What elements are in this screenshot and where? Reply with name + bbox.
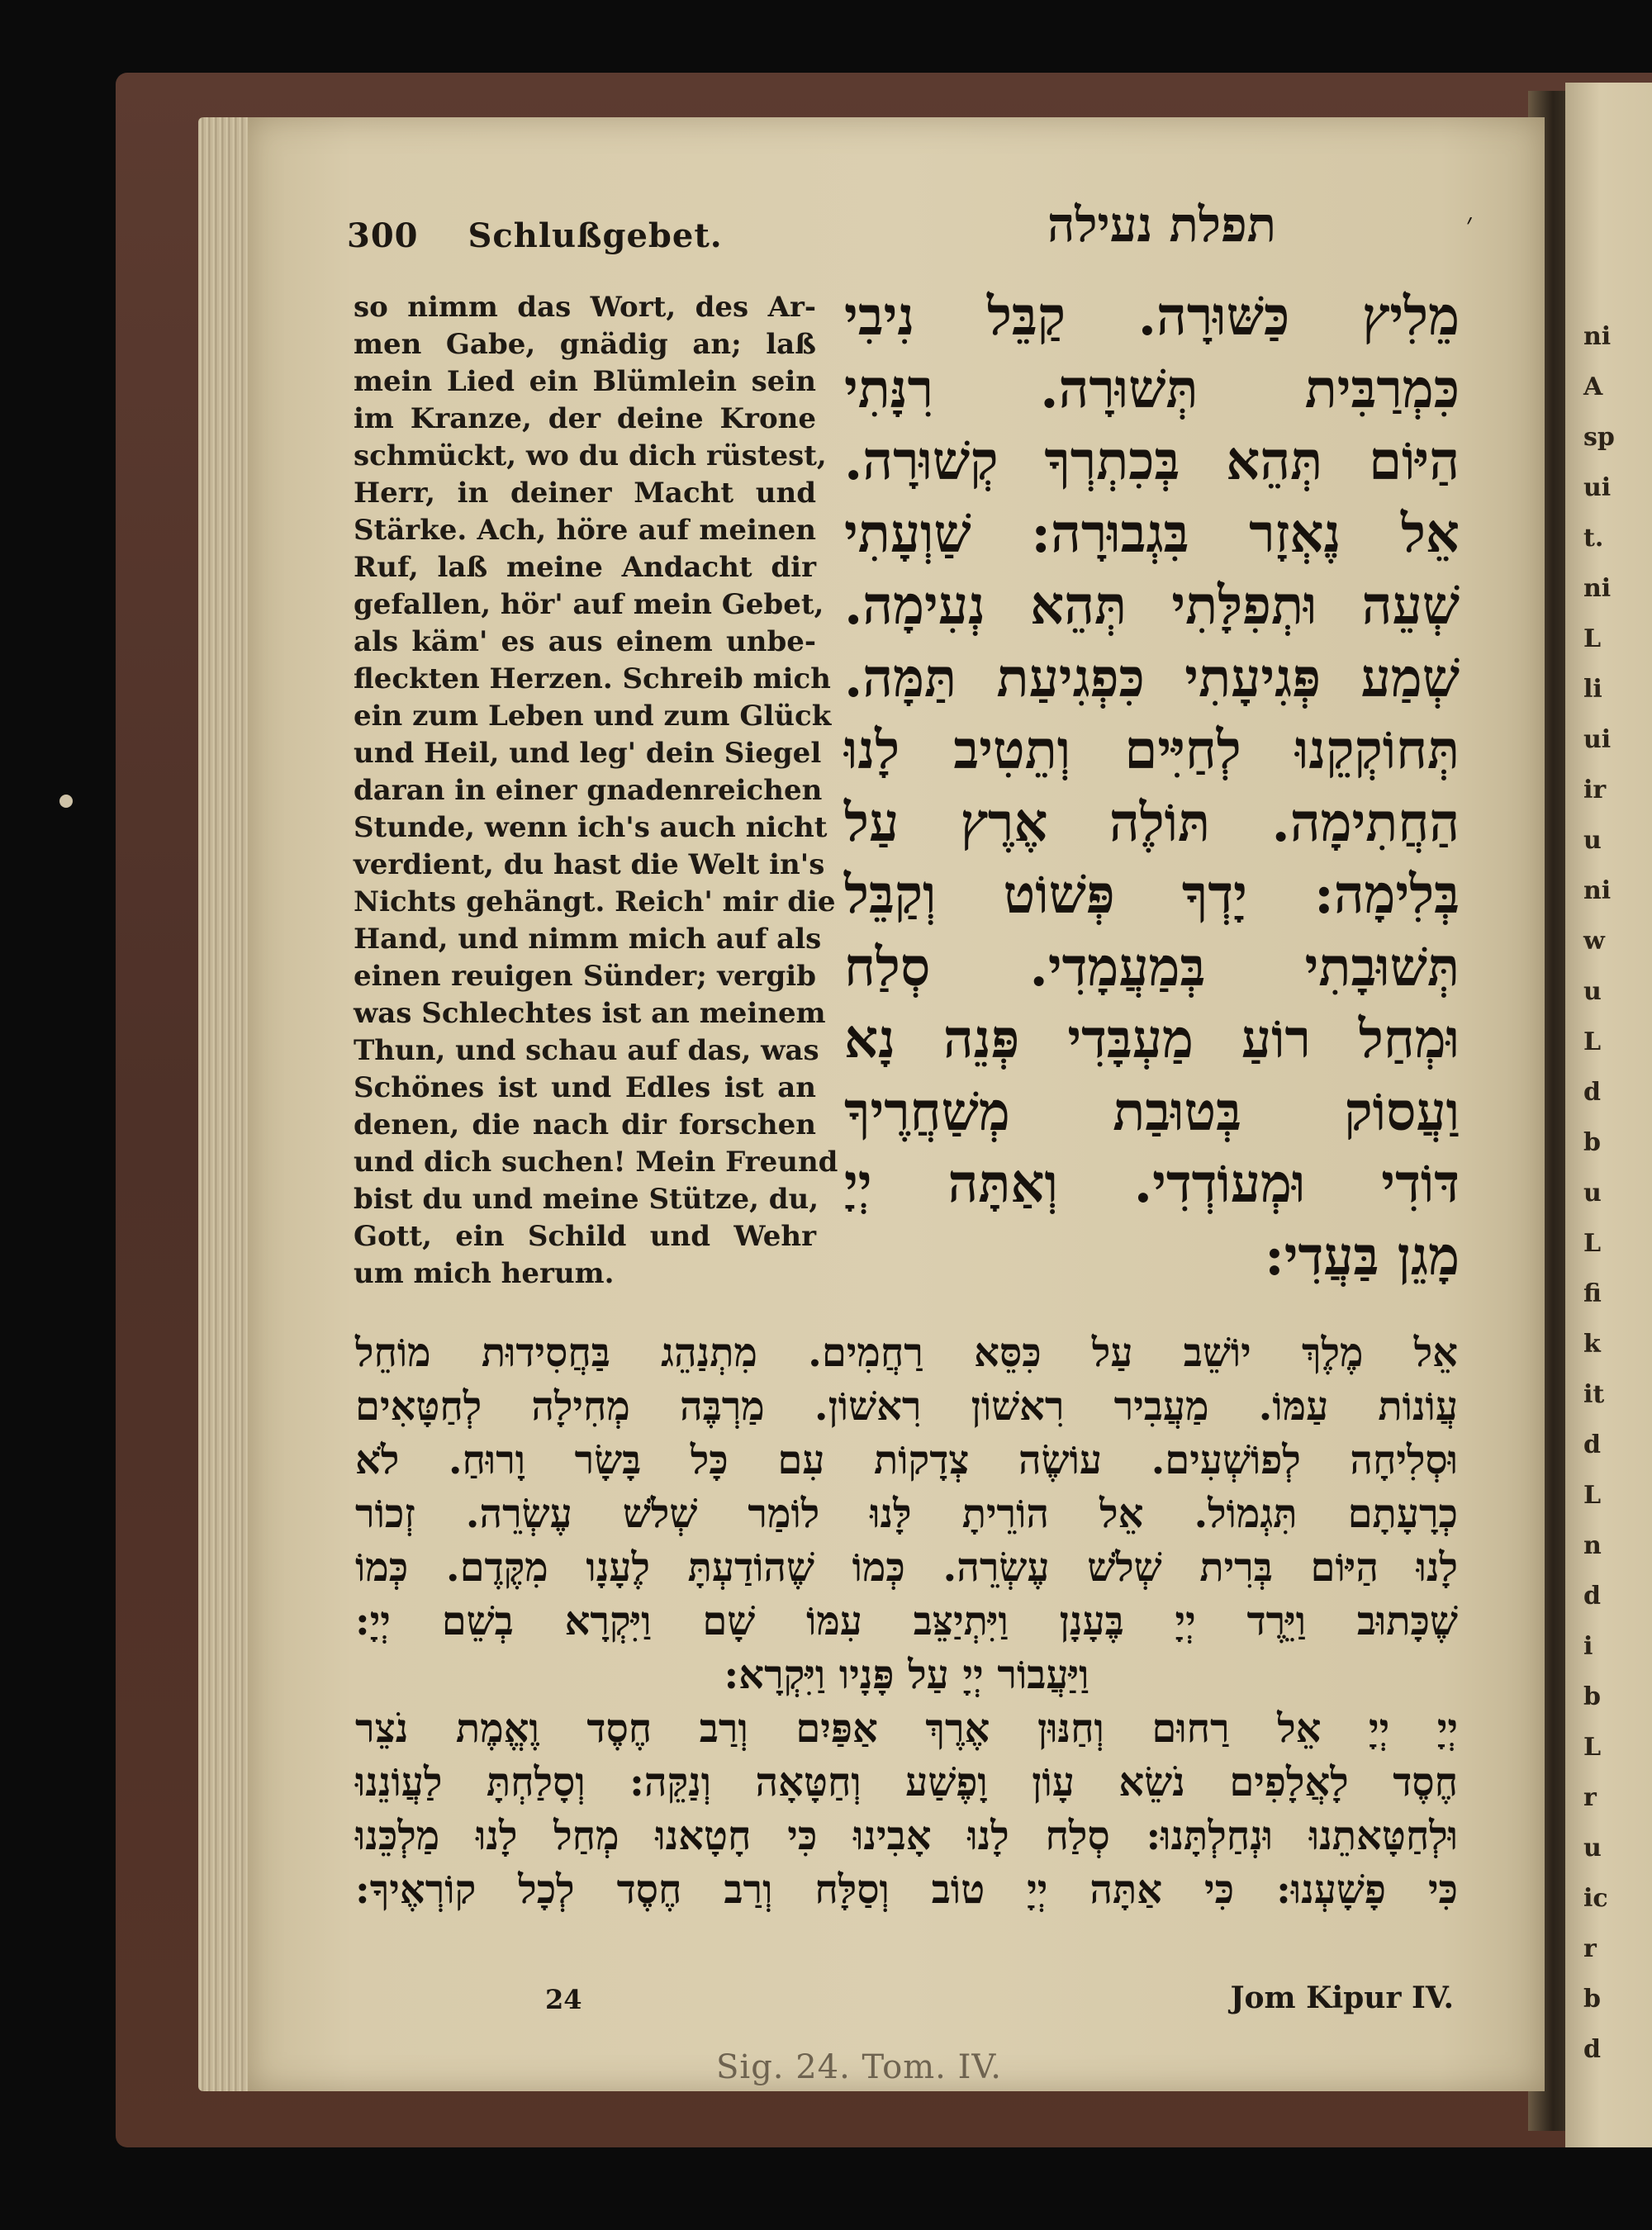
- text-line: Gott, ein Schild und Wehr: [354, 1220, 816, 1253]
- facing-page-fragment: li: [1583, 675, 1602, 704]
- text-line: עֲוֹנוֹת עַמּוֹ. מַעֲבִיר רִאשׁוֹן רִאשׁוֹן. מַרְבֶּה מְחִילָה לְחַטָּאִים: [355, 1383, 1458, 1430]
- facing-page-fragment: i: [1583, 1632, 1593, 1661]
- text-line: כְרָעָתָם תִּגְמוֹל. אֵל הוֹרֵיתָ לָּנוּ לוֹמַר שְׁלֹשׁ עֶשְׂרֵה. זְכוֹר: [355, 1491, 1458, 1537]
- facing-page-fragment: u: [1583, 1179, 1602, 1208]
- text-line: mein Lied ein Blümlein sein: [354, 365, 816, 398]
- facing-page-fragment: L: [1583, 1027, 1602, 1056]
- facing-page-fragment: ui: [1583, 473, 1612, 502]
- text-line: und dich suchen! Mein Freund: [354, 1146, 838, 1179]
- text-line: מֵלִיץ כַּשּׁוּרָה. קַבֵּל נִיבִי: [844, 286, 1460, 348]
- text-line: Stärke. Ach, höre auf meinen: [354, 514, 816, 547]
- text-line: Herr, in deiner Macht und: [354, 477, 816, 510]
- text-line: שְׁמַע פְּגִיעָתִי כִּפְגִיעַת תַּמָּה.: [844, 647, 1460, 709]
- text-line: bist du und meine Stütze, du,: [354, 1183, 819, 1216]
- text-line: וַעֲסוֹק בְּטוּבַת מְשַׁחֲרֶיךָ: [844, 1080, 1460, 1143]
- facing-page-fragment: L: [1583, 624, 1602, 653]
- facing-page-fragment: u: [1583, 977, 1602, 1006]
- text-line: וַיַּעֲבוֹר יְיָ עַל פָּנָיו וַיִּקְרָא:: [724, 1652, 1089, 1698]
- text-line: schmückt, wo du dich rüstest,: [354, 439, 827, 472]
- text-line: אֵל נֶאְזָר בִּגְבוּרָה: שַׁוְעָתִי: [844, 502, 1460, 565]
- text-line: ein zum Leben und zum Glück: [354, 700, 832, 733]
- facing-page-fragment: n: [1583, 1531, 1602, 1560]
- facing-page-fragment: w: [1583, 927, 1605, 956]
- facing-page-fragment: u: [1583, 1834, 1602, 1862]
- text-line: מָגֵן בַּעֲדִי:: [1265, 1225, 1460, 1288]
- text-line: חֶסֶד לָאֲלָפִים נֹשֵׂא עָוֹן וָפֶשַׁע וְחַטָּאָה וְנַקֵּה: וְסָלַחְתָּ לַעֲוֹנֵנוּ: [355, 1759, 1458, 1805]
- facing-page-fragment: d: [1583, 1078, 1601, 1107]
- text-line: בְּלִימָה: יָדְךָ פְּשׁוֹט וְקַבֵּל: [844, 864, 1460, 926]
- text-line: כִּמְרַבִּית תְּשׁוּרָה. רִנָּתִי: [844, 358, 1460, 420]
- text-line: שֶׁכָּתוּב וַיֵּרֶד יְיָ בֶּעָנָן וַיִּתְיַצֵּב עִמּוֹ שָׁם וַיִּקְרָא בְשֵׁם יְיָ:: [355, 1598, 1458, 1644]
- text-line: was Schlechtes ist an meinem: [354, 997, 826, 1030]
- page-number: 300: [347, 216, 419, 255]
- text-line: und Heil, und leg' dein Siegel: [354, 737, 822, 770]
- hebrew-large-column: [844, 281, 1460, 1293]
- text-line: Nichts gehängt. Reich' mir die: [354, 885, 836, 918]
- facing-page-fragment: t.: [1583, 524, 1604, 553]
- text-line: gefallen, hör' auf mein Gebet,: [354, 588, 824, 621]
- text-line: אֵל מֶלֶךְ יוֹשֵׁב עַל כִּסֵּא רַחֲמִים. מִתְנַהֵג בַּחֲסִידוּת מוֹחֵל: [355, 1330, 1458, 1376]
- text-line: לָנוּ הַיּוֹם בְּרִית שְׁלֹשׁ עֶשְׂרֵה. כְּמוֹ שֶׁהוֹדַעְתָּ לֶעָנָו מִקֶּדֶם. כְּמוֹ: [355, 1544, 1458, 1591]
- text-line: als käm' es aus einem unbe-: [354, 625, 816, 658]
- text-line: הַיּוֹם תְּהֵא בְּכִתְרְךָ קְשׁוּרָה.: [844, 430, 1460, 492]
- text-line: men Gabe, gnädig an; laß: [354, 328, 816, 361]
- facing-page-fragment: L: [1583, 1229, 1602, 1258]
- book-title-footer: Jom Kipur IV.: [1230, 1981, 1454, 2015]
- facing-page-fragment: ni: [1583, 322, 1612, 351]
- facing-page: [1565, 83, 1652, 2147]
- hebrew-section-title: תפלת נעילה: [1047, 197, 1276, 253]
- facing-page-fragment: u: [1583, 826, 1602, 855]
- facing-page-fragment: ni: [1583, 876, 1612, 905]
- facing-page-fragment: ni: [1583, 574, 1612, 603]
- facing-page-fragment: it: [1583, 1380, 1605, 1409]
- facing-page-fragment: b: [1583, 1985, 1601, 2014]
- text-line: Ruf, laß meine Andacht dir: [354, 551, 816, 584]
- printer-signature: Sig. 24. Tom. IV.: [716, 2048, 1002, 2086]
- facing-page-fragment: A: [1583, 372, 1603, 401]
- text-line: einen reuigen Sünder; vergib: [354, 960, 816, 993]
- text-line: תְּשׁוּבָתִי בְּמַעֲמָדִי. סְלַח: [844, 936, 1460, 999]
- facing-page-fragment: ir: [1583, 776, 1607, 804]
- text-line: verdient, du hast die Welt in's: [354, 848, 825, 881]
- facing-page-fragment: d: [1583, 1582, 1601, 1611]
- text-line: כִּי פָשָׁעְנוּ: כִּי אַתָּה יְיָ טוֹב וְסַלָּח וְרַב חֶסֶד לְכָל קוֹרְאֶיךָ:: [355, 1867, 1458, 1913]
- text-line: וּלְחַטָּאתֵנוּ וּנְחַלְתָּנוּ: סְלַח לָנוּ אָבִינוּ כִּי חָטָאנוּ מְחַל לָנוּ מַלְכֵּנוּ: [355, 1813, 1458, 1859]
- facing-page-fragment: k: [1583, 1330, 1601, 1359]
- facing-page-fragment: fi: [1583, 1279, 1602, 1308]
- facing-page-fragment: ui: [1583, 725, 1612, 754]
- german-text-column: [354, 289, 838, 1293]
- text-line: תְּחוֹקְקֵנוּ לְחַיִּים וְתֵטִיב לָנוּ: [844, 719, 1460, 781]
- text-line: שְׁעֵה וּתְפִלָּתִי תְּהֵא נְעִימָה.: [844, 575, 1460, 637]
- facing-page-fragment: L: [1583, 1481, 1602, 1510]
- text-line: so nimm das Wort, des Ar-: [354, 291, 816, 324]
- text-line: דּוֹדִי וּמְעוֹדְדִי. וְאַתָּה יְיָ: [844, 1153, 1460, 1215]
- facing-page-fragment: ic: [1583, 1884, 1608, 1913]
- text-line: יְיָ יְיָ אֵל רַחוּם וְחַנּוּן אֶרֶךְ אַפַּיִם וְרַב חֶסֶד וֶאֱמֶת נֹצֵר: [355, 1706, 1459, 1752]
- text-line: הַחֲתִימָה. תּוֹלֶה אֶרֶץ עַל: [844, 791, 1460, 854]
- facing-page-fragment: r: [1583, 1783, 1597, 1812]
- text-line: Thun, und schau auf das, was: [354, 1034, 819, 1067]
- text-line: וּסְלִיחָה לְפוֹשְׁעִים. עוֹשֶׂה צְדָקוֹת עִם כָּל בָּשָׂר וָרוּחַ. לֹא: [355, 1437, 1458, 1483]
- text-line: daran in einer gnadenreichen: [354, 774, 823, 807]
- facing-page-fragment: r: [1583, 1934, 1597, 1963]
- facing-page-fragment: b: [1583, 1682, 1601, 1711]
- page-header-left: [347, 216, 723, 255]
- text-line: Hand, und nimm mich auf als: [354, 923, 822, 956]
- header-mark: ׳: [1466, 207, 1474, 241]
- german-section-title: Schlußgebet.: [468, 216, 723, 255]
- hebrew-full-width-block: [355, 1326, 1458, 1917]
- facing-page-fragment: d: [1583, 2035, 1601, 2064]
- facing-page-fragment: sp: [1583, 423, 1615, 452]
- facing-page-fragment: L: [1583, 1733, 1602, 1762]
- facing-page-fragment: b: [1583, 1128, 1601, 1157]
- signature-mark: 24: [545, 1984, 582, 2015]
- text-line: Stunde, wenn ich's auch nicht: [354, 811, 828, 844]
- text-line: um mich herum.: [354, 1257, 615, 1290]
- text-line: im Kranze, der deine Krone: [354, 402, 816, 435]
- text-line: Schönes ist und Edles ist an: [354, 1071, 816, 1104]
- facing-page-fragment: d: [1583, 1431, 1601, 1459]
- text-line: fleckten Herzen. Schreib mich: [354, 662, 831, 695]
- text-line: וּמְחַל רוֹעַ מַעְבָּדִי פְּנֵה נָא: [844, 1008, 1460, 1070]
- text-line: denen, die nach dir forschen: [354, 1108, 816, 1141]
